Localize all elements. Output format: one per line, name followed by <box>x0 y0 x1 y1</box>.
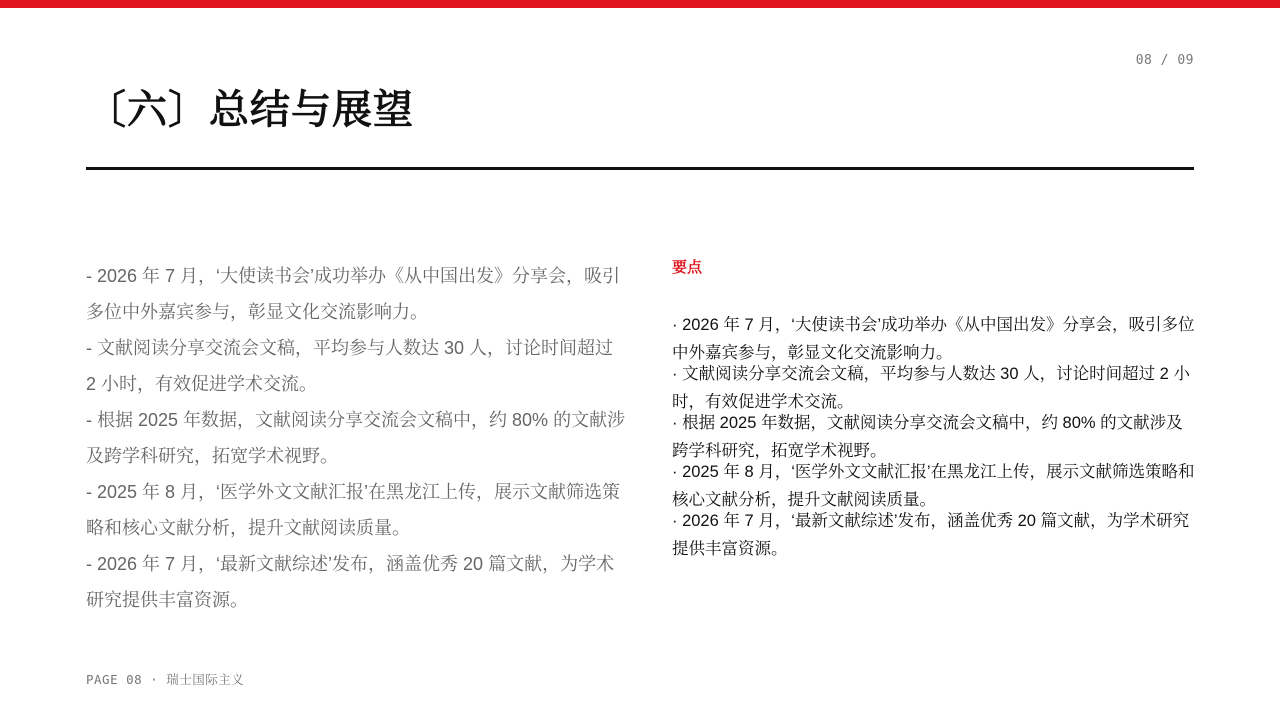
key-points-label: 要点 <box>672 259 703 276</box>
summary-item: - 2025 年 8 月，‘医学外文文献汇报’在黑龙江上传，展示文献筛选策略和核心文献分析，提升文献阅读质量。 <box>86 482 621 538</box>
key-points-panel <box>672 256 1196 556</box>
summary-item: - 文献阅读分享交流会文稿，平均参与人数达 30 人，讨论时间超过 2 小时，有效促进学术交流。 <box>86 338 614 394</box>
key-point-item: · 根据 2025 年数据，文献阅读分享交流会文稿中，约 80% 的文献涉及跨学科研究，拓宽学术视野。 <box>672 414 1183 460</box>
page-title: 〔六〕总结与展望 <box>86 88 414 132</box>
key-point-item: · 2026 年 7 月，‘最新文献综述’发布，涵盖优秀 20 篇文献，为学术研究提供丰富资源。 <box>672 512 1190 558</box>
top-accent-bar <box>0 0 1280 8</box>
key-point-item: · 文献阅读分享交流会文稿，平均参与人数达 30 人，讨论时间超过 2 小时，有效促进学术交流。 <box>672 365 1190 411</box>
summary-item: - 根据 2025 年数据，文献阅读分享交流会文稿中，约 80% 的文献涉及跨学科研究，拓宽学术视野。 <box>86 410 626 466</box>
summary-item: - 2026 年 7 月，‘最新文献综述’发布，涵盖优秀 20 篇文献，为学术研究提供丰富资源。 <box>86 554 615 610</box>
title-divider <box>86 167 1194 170</box>
page-counter: 08 / 09 <box>1135 53 1194 68</box>
summary-list <box>86 258 626 618</box>
key-point-item: · 2025 年 8 月，‘医学外文文献汇报’在黑龙江上传，展示文献筛选策略和核心文献分析，提升文献阅读质量。 <box>672 463 1195 509</box>
page-footer: PAGE 08 · 瑞士国际主义 <box>86 672 245 687</box>
key-point-item: · 2026 年 7 月，‘大使读书会’成功举办《从中国出发》分享会，吸引多位中外嘉宾参与，彰显文化交流影响力。 <box>672 316 1195 362</box>
summary-item: - 2026 年 7 月，‘大使读书会’成功举办《从中国出发》分享会，吸引多位中外嘉宾参与，彰显文化交流影响力。 <box>86 266 621 322</box>
